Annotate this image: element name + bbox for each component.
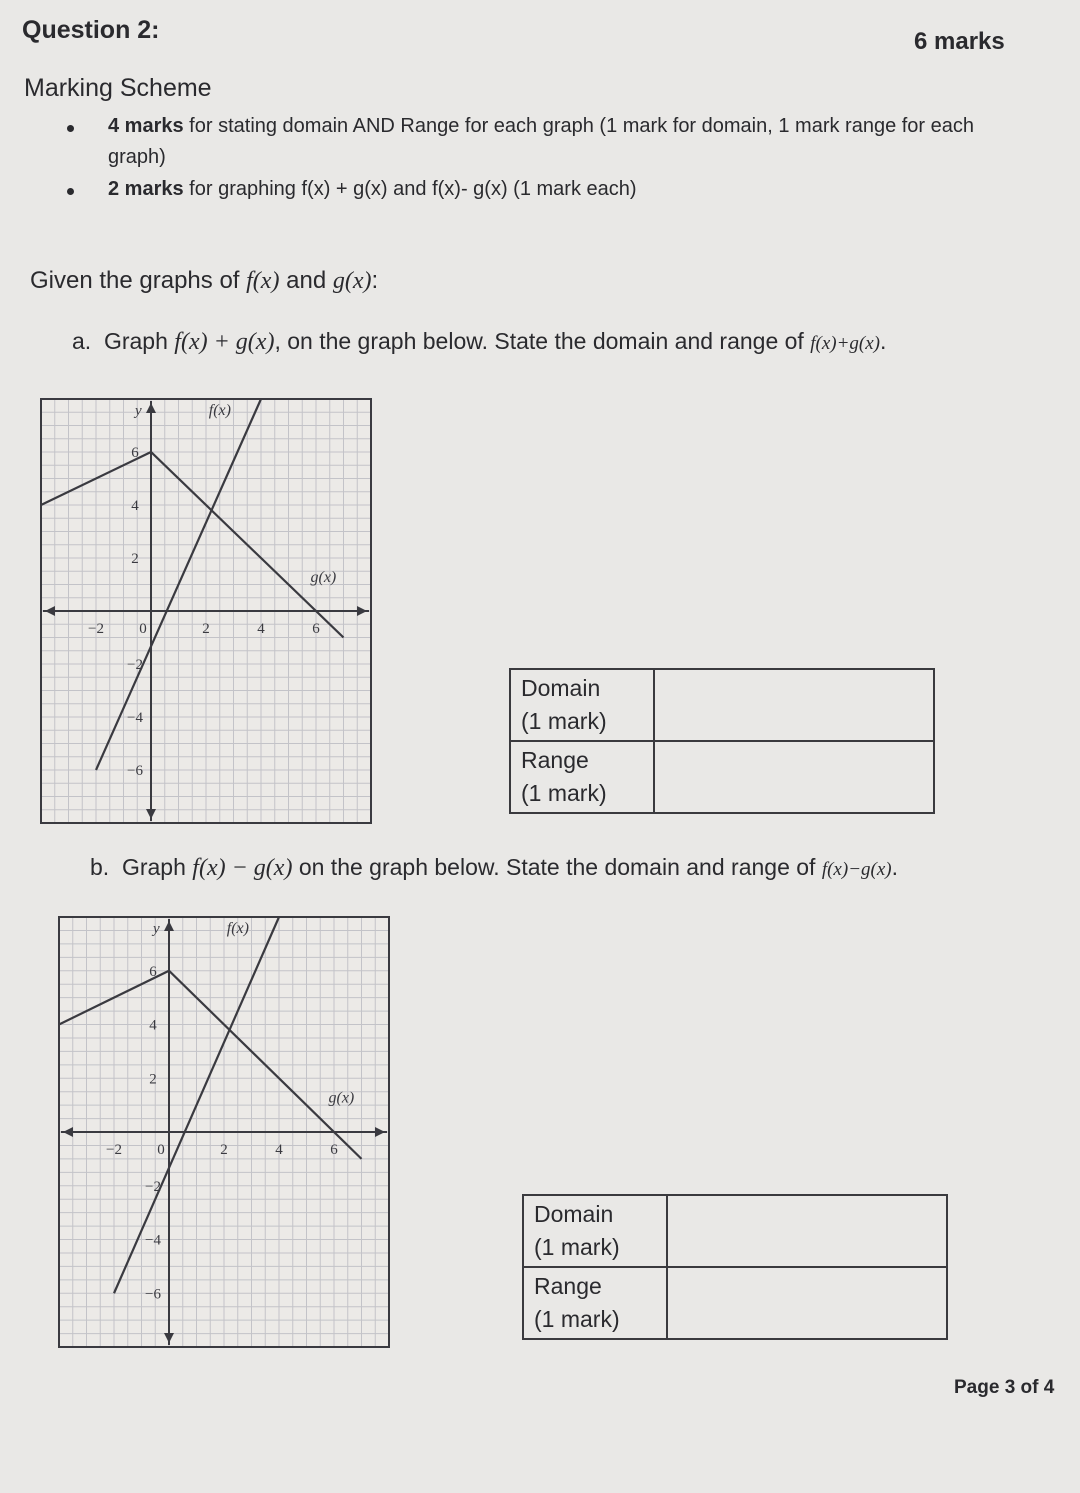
x-axis-arrow-right	[357, 606, 367, 616]
f-label: f(x)	[226, 920, 249, 938]
graph-a	[40, 398, 372, 824]
y-axis-arrow-down	[146, 809, 156, 819]
question-title: Question 2:	[22, 16, 160, 44]
domain-answer-cell[interactable]	[654, 669, 934, 741]
x-tick-label: 6	[330, 1142, 338, 1158]
y-tick-label: −4	[127, 710, 143, 726]
y-tick-label: −6	[127, 763, 143, 779]
y-tick-label: 2	[149, 1071, 157, 1088]
graph-b-svg	[58, 916, 390, 1348]
y-tick-label: −2	[127, 657, 143, 673]
x-tick-label: 0	[139, 621, 147, 637]
x-tick-label: 4	[275, 1142, 283, 1158]
x-tick-label: 6	[312, 621, 320, 637]
marking-scheme-item-1: 4 marks for stating domain AND Range for each graph (1 mark for domain, 1 mark range for each graph)	[108, 115, 975, 168]
range-label: Range (1 mark)	[510, 741, 654, 813]
part-a-instruction: a. Graph f(x) + g(x), on the graph below. State the domain and range of f(x)+g(x).	[72, 328, 887, 355]
page-number: Page 3 of 4	[954, 1377, 1055, 1398]
x-axis-arrow-left	[45, 606, 55, 616]
y-axis-arrow-up	[164, 921, 174, 931]
bullet-icon	[67, 188, 74, 195]
graph-a-svg	[40, 398, 372, 824]
y-tick-label: 2	[131, 551, 139, 567]
g-label: g(x)	[328, 1089, 355, 1107]
x-axis-arrow-right	[375, 1127, 385, 1137]
bullet-icon	[67, 125, 74, 132]
y-axis-label: y	[135, 403, 142, 419]
y-axis-arrow-up	[146, 403, 156, 413]
y-tick-label: −4	[145, 1232, 161, 1249]
y-tick-label: 4	[149, 1017, 157, 1034]
range-label: Range (1 mark)	[523, 1267, 667, 1339]
x-tick-label: 4	[257, 621, 265, 637]
f-label: f(x)	[208, 401, 231, 419]
answer-table-b	[522, 1194, 948, 1340]
marking-scheme-title: Marking Scheme	[24, 74, 212, 102]
given-statement: Given the graphs of f(x) and g(x):	[30, 267, 379, 294]
g-label: g(x)	[310, 568, 337, 586]
y-tick-label: 6	[149, 963, 157, 980]
y-tick-label: −2	[145, 1178, 161, 1195]
part-b-instruction: b. Graph f(x) − g(x) on the graph below. State the domain and range of f(x)−g(x).	[90, 854, 898, 881]
x-tick-label: 0	[157, 1142, 165, 1158]
y-tick-label: 4	[131, 498, 139, 514]
marking-scheme-item-2: 2 marks for graphing f(x) + g(x) and f(x)- g(x) (1 mark each)	[108, 178, 637, 200]
y-axis-arrow-down	[164, 1333, 174, 1343]
answer-table-a	[509, 668, 935, 814]
x-tick-label: −2	[88, 621, 104, 637]
question-marks: 6 marks	[914, 28, 1005, 55]
y-axis-label: y	[153, 921, 160, 937]
y-tick-label: −6	[145, 1286, 161, 1303]
graph-b	[58, 916, 390, 1348]
y-tick-label: 6	[131, 445, 139, 461]
domain-label: Domain (1 mark)	[510, 669, 654, 741]
domain-answer-cell[interactable]	[667, 1195, 947, 1267]
range-answer-cell[interactable]	[667, 1267, 947, 1339]
x-tick-label: 2	[202, 621, 210, 637]
domain-label: Domain (1 mark)	[523, 1195, 667, 1267]
range-answer-cell[interactable]	[654, 741, 934, 813]
x-axis-arrow-left	[63, 1127, 73, 1137]
x-tick-label: −2	[106, 1142, 122, 1158]
x-tick-label: 2	[220, 1142, 228, 1158]
